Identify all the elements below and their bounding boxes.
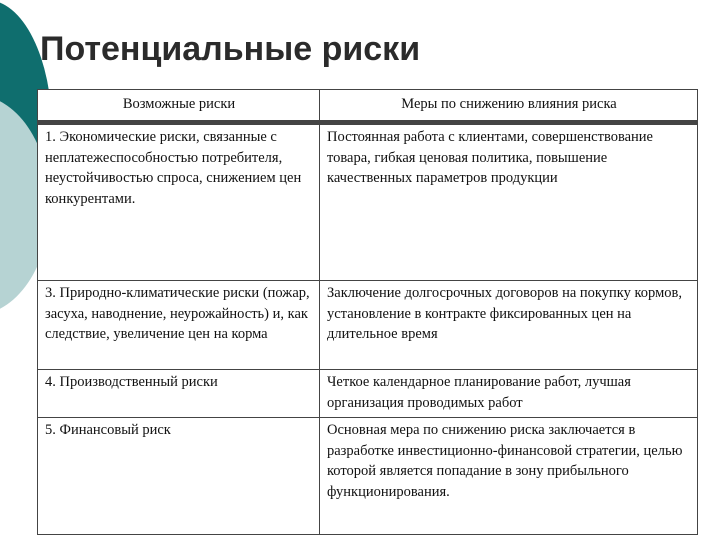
measure-cell: Основная мера по снижению риска заключается в разработке инвестиционно-финансовой стратегии, целью которой является попадание в зону прибыльного функционирования.: [320, 418, 698, 535]
measure-cell: Постоянная работа с клиентами, совершенствование товара, гибкая ценовая политика, повышение качественных параметров продукции: [320, 123, 698, 281]
slide-title: Потенциальные риски: [40, 30, 421, 68]
table-row: [38, 123, 698, 281]
table-row: [38, 418, 698, 535]
header-measures: Меры по снижению влияния риска: [320, 90, 698, 123]
risk-cell: 1. Экономические риски, связанные с неплатежеспособностью потребителя, неустойчивостью спроса, снижением цен конкурентами.: [38, 123, 320, 281]
risk-cell: 5. Финансовый риск: [38, 418, 320, 535]
measure-cell: Четкое календарное планирование работ, лучшая организация проводимых работ: [320, 370, 698, 418]
measure-cell: Заключение долгосрочных договоров на покупку кормов, установление в контракте фиксированных цен на длительное время: [320, 281, 698, 370]
table-header-row: [38, 90, 698, 123]
risk-cell: 3. Природно-климатические риски (пожар, засуха, наводнение, неурожайность) и, как следствие, увеличение цен на корма: [38, 281, 320, 370]
risk-cell: 4. Производственный риски: [38, 370, 320, 418]
table-row: [38, 281, 698, 370]
header-risks: Возможные риски: [38, 90, 320, 123]
table-row: [38, 370, 698, 418]
risk-table: [37, 89, 698, 535]
